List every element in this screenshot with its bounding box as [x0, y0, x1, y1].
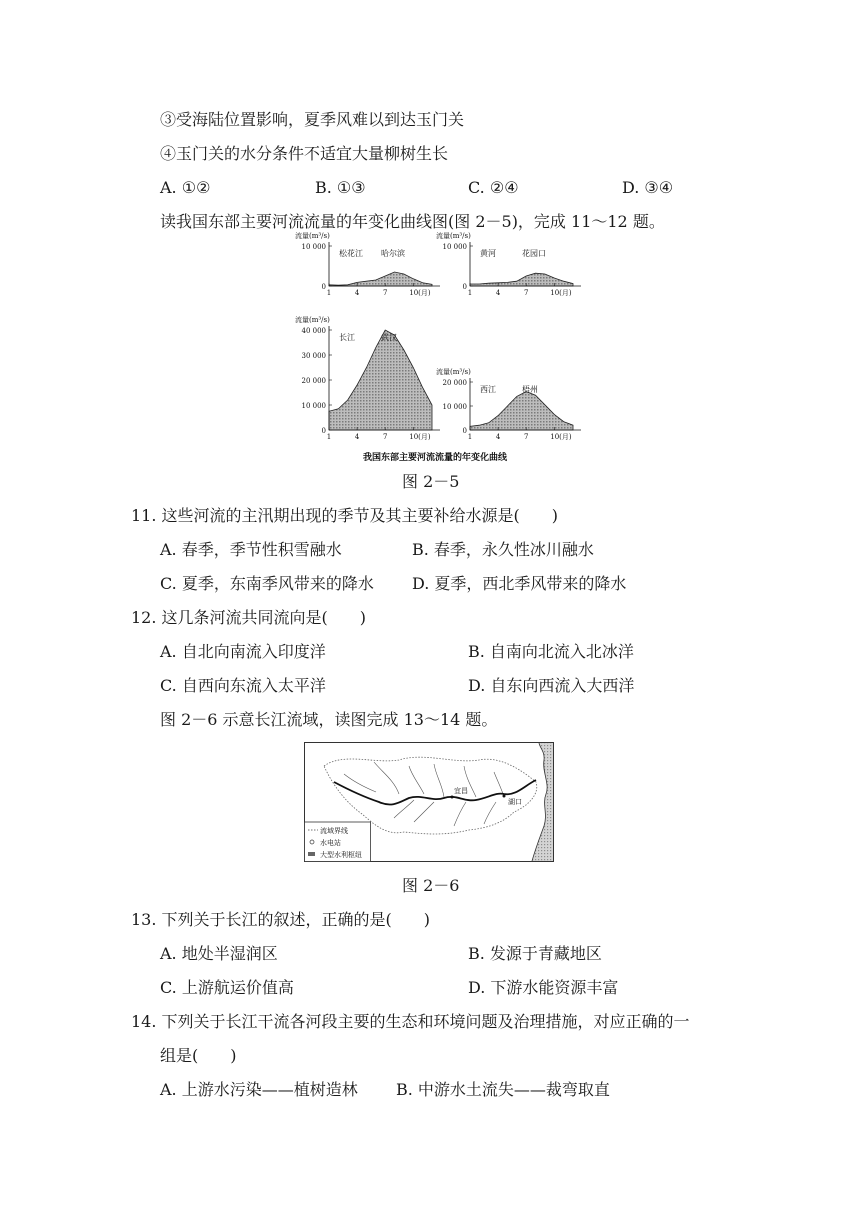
intro-11-12: 读我国东部主要河流流量的年变化曲线图(图 2－5)，完成 11～12 题。	[160, 212, 665, 231]
q10-option-b: B. ①③	[315, 178, 366, 197]
chart-3-ytick-label-1: 10 000	[442, 403, 467, 411]
chart-1-river: 黄河	[480, 249, 496, 258]
figure-2-5	[285, 232, 585, 466]
chart-1-ytick-label-1: 0	[462, 283, 467, 291]
chart-3-area	[470, 392, 573, 430]
chart-0-river: 松花江	[339, 249, 363, 258]
q13-option-d: D. 下游水能资源丰富	[468, 978, 619, 997]
q10-option-d: D. ③④	[622, 178, 674, 197]
flow-chart-1	[436, 231, 581, 297]
chart-1-area	[470, 273, 573, 286]
statement-4: ④玉门关的水分条件不适宜大量柳树生长	[160, 144, 449, 163]
chart-2-ylabel: 流量(m³/s)	[295, 316, 330, 324]
chart-1-ylabel: 流量(m³/s)	[436, 232, 471, 240]
chart-3-ytick-label-0: 20 000	[442, 379, 467, 387]
chart-2-ytick-label-3: 10 000	[301, 402, 326, 410]
q11-option-a: A. 春季，季节性积雪融水	[160, 540, 342, 559]
q11-option-b: B. 春季，永久性冰川融水	[412, 540, 594, 559]
fig26-caption: 图 2－6	[402, 876, 460, 895]
q14-stem-line1: 14. 下列关于长江干流各河段主要的生态和环境问题及治理措施，对应正确的一	[131, 1012, 690, 1031]
flow-chart-0	[295, 231, 440, 297]
chart-2-xtick-label-0: 1	[326, 433, 332, 441]
flow-chart-2	[295, 315, 440, 441]
chart-2-xtick-label-3: 10(月)	[409, 433, 431, 441]
fig25-bottom-title: 我国东部主要河流流量的年变化曲线	[362, 453, 508, 463]
chart-0-ytick-label-0: 10 000	[301, 243, 326, 251]
chart-2-ytick-label-1: 30 000	[301, 352, 326, 360]
chart-3-xtick-label-1: 4	[495, 433, 501, 441]
chart-0-xtick-label-3: 10(月)	[409, 289, 431, 297]
chart-1-xtick-label-1: 4	[495, 289, 501, 297]
chart-0-ylabel: 流量(m³/s)	[295, 232, 330, 240]
q11-option-c: C. 夏季，东南季风带来的降水	[160, 574, 374, 593]
chart-1-xtick-label-2: 7	[523, 289, 529, 297]
chart-1-xtick-label-0: 1	[467, 289, 473, 297]
q13-option-b: B. 发源于青藏地区	[468, 944, 602, 963]
statement-3: ③受海陆位置影响，夏季风难以到达玉门关	[160, 110, 465, 129]
chart-2-area	[329, 330, 432, 430]
figure-2-6	[304, 742, 554, 862]
fig25-caption: 图 2－5	[402, 472, 460, 491]
q12-stem: 12. 这几条河流共同流向是( )	[131, 608, 367, 627]
place-hukou: 湖口	[508, 798, 522, 806]
legend-hub: 大型水利枢纽	[320, 851, 362, 859]
chart-2-ytick-label-2: 20 000	[301, 377, 326, 385]
chart-2-station: 武汉	[381, 333, 397, 342]
chart-3-station: 梧州	[522, 385, 538, 394]
chart-3-ytick-label-2: 0	[462, 427, 467, 435]
legend-boundary: 流域界线	[320, 827, 348, 835]
q14-option-a: A. 上游水污染——植树造林	[160, 1080, 358, 1099]
chart-2-ytick-label-4: 0	[321, 427, 326, 435]
q10-option-c: C. ②④	[468, 178, 519, 197]
chart-0-xtick-label-2: 7	[382, 289, 388, 297]
q12-option-c: C. 自西向东流入太平洋	[160, 676, 326, 695]
chart-1-xtick-label-3: 10(月)	[550, 289, 572, 297]
chart-0-station: 哈尔滨	[381, 249, 405, 258]
charts-root	[295, 231, 581, 441]
q14-stem-line2: 组是( )	[160, 1046, 237, 1065]
chart-3-ylabel: 流量(m³/s)	[436, 368, 471, 376]
place-yichang: 宜昌	[454, 787, 468, 795]
q13-stem: 13. 下列关于长江的叙述，正确的是( )	[131, 910, 431, 929]
chart-2-river: 长江	[339, 333, 355, 342]
chart-3-river: 西江	[480, 385, 496, 394]
chart-0-area	[329, 272, 432, 286]
chart-0-xtick-label-1: 4	[354, 289, 360, 297]
chart-0-xtick-label-0: 1	[326, 289, 332, 297]
intro-13-14: 图 2－6 示意长江流域，读图完成 13～14 题。	[160, 710, 498, 729]
q13-option-c: C. 上游航运价值高	[160, 978, 294, 997]
chart-1-ytick-label-0: 10 000	[442, 243, 467, 251]
q11-option-d: D. 夏季，西北季风带来的降水	[412, 574, 627, 593]
q14-option-b: B. 中游水土流失——裁弯取直	[396, 1080, 610, 1099]
chart-2-xtick-label-1: 4	[354, 433, 360, 441]
chart-0-ytick-label-1: 0	[321, 283, 326, 291]
chart-1-station: 花园口	[522, 249, 546, 258]
q12-option-a: A. 自北向南流入印度洋	[160, 642, 326, 661]
q12-option-d: D. 自东向西流入大西洋	[468, 676, 635, 695]
flow-chart-3	[436, 367, 581, 441]
q11-stem: 11. 这些河流的主汛期出现的季节及其主要补给水源是( )	[131, 506, 559, 525]
chart-3-xtick-label-3: 10(月)	[550, 433, 572, 441]
chart-2-ytick-label-0: 40 000	[301, 327, 326, 335]
q13-option-a: A. 地处半湿润区	[160, 944, 278, 963]
q10-option-a: A. ①②	[160, 178, 211, 197]
chart-3-xtick-label-0: 1	[467, 433, 473, 441]
chart-2-xtick-label-2: 7	[382, 433, 388, 441]
q12-option-b: B. 自南向北流入北冰洋	[468, 642, 634, 661]
legend-hydropower: 水电站	[320, 839, 341, 847]
chart-3-xtick-label-2: 7	[523, 433, 529, 441]
